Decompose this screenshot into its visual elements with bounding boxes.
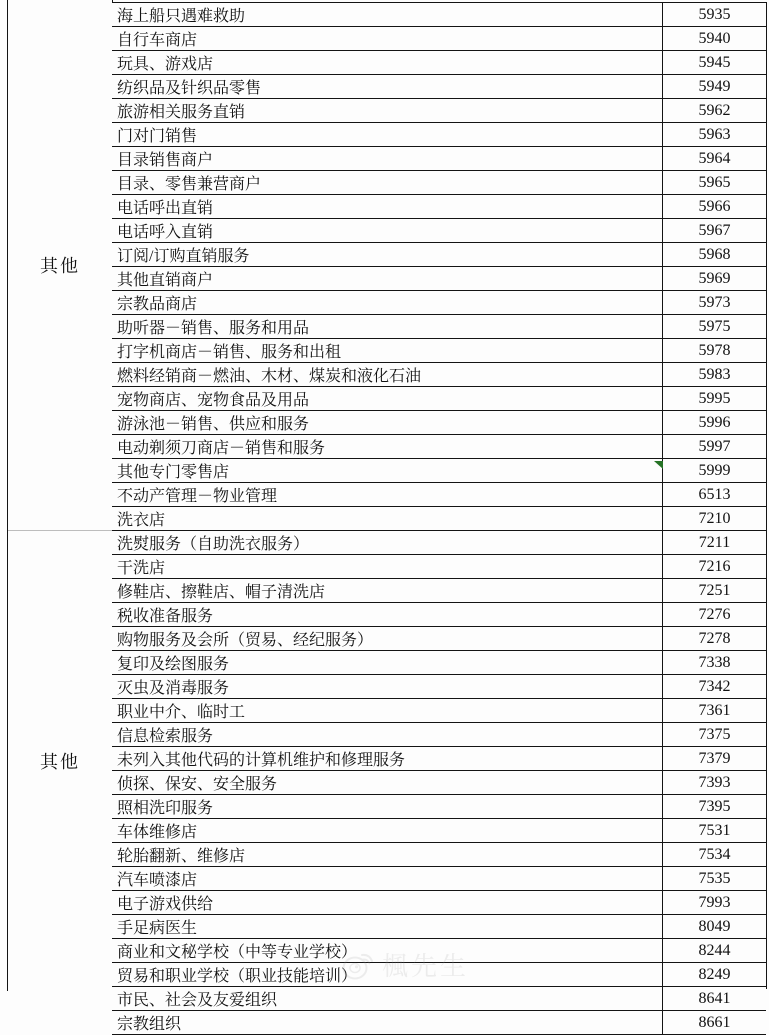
merchant-description-cell: 门对门销售 [112,123,663,146]
table-row [112,3,766,27]
mcc-code-cell: 8661 [698,1013,731,1031]
merchant-description-cell: 其他专门零售店 [112,459,663,482]
table-row [112,219,766,243]
merchant-description-cell: 税收准备服务 [112,603,663,626]
table-rows [112,2,767,1033]
table-row [112,171,766,195]
merchant-description-cell: 宗教组织 [112,1011,663,1034]
mcc-code-cell: 5963 [698,125,731,143]
mcc-code-cell: 7216 [698,557,731,575]
merchant-description-cell: 目录销售商户 [112,147,663,170]
mcc-code-cell: 7531 [698,821,731,839]
table-row [112,987,766,1011]
mcc-code-cell: 5973 [698,293,731,311]
mcc-code-cell: 5945 [698,53,731,71]
mcc-code-cell: 7338 [698,653,731,671]
merchant-description-cell: 车体维修店 [112,819,663,842]
mcc-code-cell: 5962 [698,101,731,119]
table-row [112,75,766,99]
merchant-description-cell: 汽车喷漆店 [112,867,663,890]
table-row [112,843,766,867]
table-row [112,627,766,651]
category-column [7,0,113,991]
mcc-code-cell: 8244 [698,941,731,959]
mcc-code-cell: 5997 [698,437,731,455]
table-row [112,963,766,987]
merchant-description-cell: 打字机商店－销售、服务和出租 [112,339,663,362]
merchant-description-cell: 不动产管理－物业管理 [112,483,663,506]
table-row [112,651,766,675]
mcc-code-cell: 7379 [698,749,731,767]
table-row [112,459,766,483]
merchant-description-cell: 信息检索服务 [112,723,663,746]
mcc-code-cell: 5964 [698,149,731,167]
merchant-description-cell: 修鞋店、擦鞋店、帽子清洗店 [112,579,663,602]
merchant-description-cell: 旅游相关服务直销 [112,99,663,122]
merchant-description-cell: 灭虫及消毒服务 [112,675,663,698]
mcc-code-cell: 7395 [698,797,731,815]
merchant-description-cell: 贸易和职业学校（职业技能培训） [112,963,663,986]
table-row [112,339,766,363]
merchant-description-cell: 燃料经销商－燃油、木材、煤炭和液化石油 [112,363,663,386]
mcc-code-cell: 5975 [698,317,731,335]
table-row [112,27,766,51]
table-row [112,603,766,627]
mcc-code-cell: 6513 [698,485,731,503]
mcc-code-cell: 5965 [698,173,731,191]
mcc-code-cell: 7342 [698,677,731,695]
mcc-code-cell: 8641 [698,989,731,1007]
table-row [112,939,766,963]
mcc-code-cell: 7210 [698,509,731,527]
table-row [112,531,766,555]
mcc-code-cell: 7278 [698,629,731,647]
table-row [112,123,766,147]
row-group-label-other-1: 其他 [40,256,80,276]
merchant-description-cell: 目录、零售兼营商户 [112,171,663,194]
mcc-code-cell: 7993 [698,893,731,911]
table-row [112,771,766,795]
merchant-description-cell: 宗教品商店 [112,291,663,314]
table-row [112,795,766,819]
merchant-description-cell: 市民、社会及友爱组织 [112,987,663,1010]
merchant-description-cell: 侦探、保安、安全服务 [112,771,663,794]
table-row [112,99,766,123]
mcc-code-cell: 8249 [698,965,731,983]
table-row [112,555,766,579]
table-row [112,195,766,219]
table-row [112,363,766,387]
merchant-description-cell: 轮胎翻新、维修店 [112,843,663,866]
merchant-description-cell: 干洗店 [112,555,663,578]
mcc-code-cell: 5999 [698,461,731,479]
mcc-code-cell: 5935 [698,5,731,23]
table-row [112,915,766,939]
table-row [112,507,766,531]
mcc-code-cell: 8049 [698,917,731,935]
table-row [112,147,766,171]
table-row [112,819,766,843]
table-row [112,387,766,411]
mcc-code-cell: 5969 [698,269,731,287]
merchant-description-cell: 宠物商店、宠物食品及用品 [112,387,663,410]
mcc-code-cell: 7276 [698,605,731,623]
table-row [112,891,766,915]
mcc-code-cell: 5949 [698,77,731,95]
merchant-description-cell: 购物服务及会所（贸易、经纪服务） [112,627,663,650]
merchant-description-cell: 未列入其他代码的计算机维护和修理服务 [112,747,663,770]
merchant-description-cell: 职业中介、临时工 [112,699,663,722]
table-row [112,483,766,507]
mcc-code-cell: 7211 [698,533,731,551]
merchant-description-cell: 其他直销商户 [112,267,663,290]
mcc-code-cell: 5940 [698,29,731,47]
merchant-description-cell: 电话呼入直销 [112,219,663,242]
mcc-code-cell: 7535 [698,869,731,887]
table-row [112,675,766,699]
table-row [112,867,766,891]
mcc-code-cell: 7375 [698,725,731,743]
mcc-code-cell: 5995 [698,389,731,407]
mcc-code-cell: 5966 [698,197,731,215]
table-row [112,291,766,315]
table-row [112,243,766,267]
table-row [112,435,766,459]
merchant-description-cell: 手足病医生 [112,915,663,938]
merchant-description-cell: 订阅/订购直销服务 [112,243,663,266]
merchant-description-cell: 电话呼出直销 [112,195,663,218]
merchant-description-cell: 自行车商店 [112,27,663,50]
merchant-description-cell: 商业和文秘学校（中等专业学校） [112,939,663,962]
merchant-description-cell: 复印及绘图服务 [112,651,663,674]
table-row [112,51,766,75]
table-row [112,723,766,747]
mcc-code-cell: 7251 [698,581,731,599]
merchant-description-cell: 玩具、游戏店 [112,51,663,74]
table-row [112,1011,766,1035]
table-row [112,579,766,603]
mcc-code-cell: 5968 [698,245,731,263]
mcc-code-cell: 7393 [698,773,731,791]
mcc-code-cell: 5996 [698,413,731,431]
table-row [112,747,766,771]
mcc-code-cell: 5967 [698,221,731,239]
table-row [112,411,766,435]
merchant-description-cell: 电子游戏供给 [112,891,663,914]
merchant-description-cell: 助听器－销售、服务和用品 [112,315,663,338]
merchant-description-cell: 游泳池－销售、供应和服务 [112,411,663,434]
table-row [112,315,766,339]
mcc-code-cell: 5983 [698,365,731,383]
merchant-description-cell: 电动剃须刀商店－销售和服务 [112,435,663,458]
mcc-code-cell: 5978 [698,341,731,359]
mcc-code-cell: 7534 [698,845,731,863]
merchant-description-cell: 照相洗印服务 [112,795,663,818]
merchant-description-cell: 洗熨服务（自助洗衣服务） [112,531,663,554]
table-row [112,267,766,291]
merchant-description-cell: 洗衣店 [112,507,663,530]
merchant-description-cell: 纺织品及针织品零售 [112,75,663,98]
row-group-label-other-2: 其他 [8,530,112,991]
merchant-description-cell: 海上船只遇难救助 [112,3,663,26]
table-row [112,699,766,723]
mcc-code-cell: 7361 [698,701,731,719]
